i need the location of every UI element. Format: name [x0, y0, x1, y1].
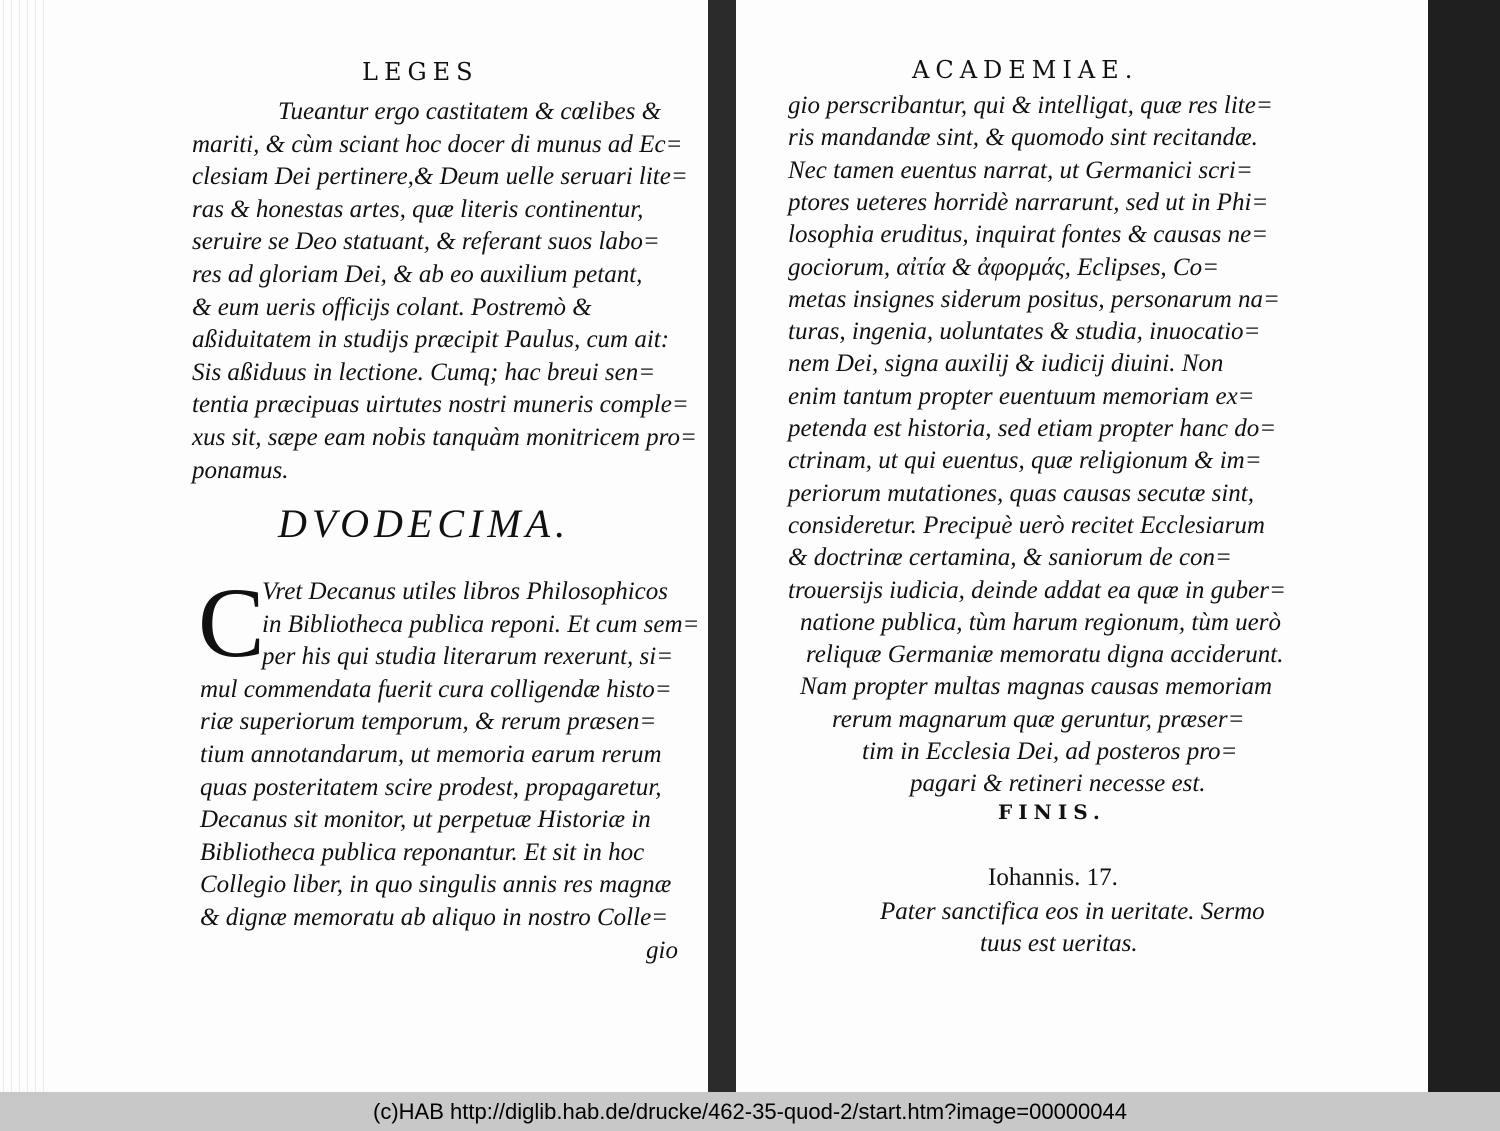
text-line: in Bibliotheca publica reponi. Et cum sem= — [262, 610, 700, 638]
drop-capital: C — [198, 567, 265, 678]
text-line: Vret Decanus utiles libros Philosophicos — [262, 578, 668, 605]
text-line: tim in Ecclesia Dei, ad posteros pro= — [862, 738, 1238, 765]
text-line: consideretur. Precipuè uerò recitet Ecclesiarum — [788, 511, 1265, 539]
text-line: trouersijs iudicia, deinde addat ea quæ in guber= — [788, 576, 1286, 604]
text-line: per his qui studia literarum rexerunt, si= — [262, 643, 674, 671]
text-line: Sis aßiduus in lectione. Cumq; hac breui sen= — [192, 358, 656, 386]
text-line: losophia eruditus, inquirat fontes & causas ne= — [788, 221, 1269, 249]
finis-mark: FINIS. — [998, 800, 1106, 824]
text-line: Collegio liber, in quo singulis annis res magnæ — [200, 871, 672, 899]
text-line: aßiduitatem in studijs præcipit Paulus, cum ait: — [192, 326, 670, 354]
text-line: & doctrinæ certamina, & saniorum de con= — [788, 544, 1232, 572]
text-line: enim tantum propter euentuum memoriam ex= — [788, 382, 1255, 410]
text-line: gio — [646, 936, 678, 964]
text-line: nem Dei, signa auxilij & iudicij diuini. Non — [788, 350, 1224, 378]
scan-background — [1428, 0, 1500, 1092]
text-line: Nam propter multas magnas causas memoriam — [800, 673, 1272, 701]
citation-reference: Iohannis. 17. — [988, 864, 1118, 891]
running-head-left: LEGES — [362, 58, 479, 86]
text-line: Bibliotheca publica reponantur. Et sit in hoc — [200, 838, 645, 866]
text-line: petenda est historia, sed etiam propter hanc do= — [788, 415, 1277, 442]
text-line: res ad gloriam Dei, & ab eo auxilium petant, — [192, 261, 643, 288]
text-line: & dignæ memoratu ab aliquo in nostro Colle= — [200, 904, 669, 931]
book-gutter — [708, 0, 736, 1092]
text-line: turas, ingenia, uoluntates & studia, inuocatio= — [788, 318, 1261, 346]
archive-footer: (c)HAB http://diglib.hab.de/drucke/462-35-quod-2/start.htm?image=00000044 — [0, 1092, 1500, 1131]
text-line: & eum ueris officijs colant. Postremò & — [192, 293, 592, 321]
text-line: ptores ueteres horridè narrarunt, sed ut in Phi= — [788, 188, 1269, 216]
text-line: gociorum, αἰτία & ἀφορμάς, Eclipses, Co= — [788, 253, 1219, 281]
text-line: Tueantur ergo castitatem & cœlibes & — [278, 98, 662, 125]
running-head-right: ACADEMIAE. — [912, 56, 1139, 84]
text-line: ris mandandæ sint, & quomodo sint recitandæ. — [788, 124, 1258, 152]
text-line: metas insignes siderum positus, personarum na= — [788, 285, 1280, 313]
text-line: xus sit, sæpe eam nobis tanquàm monitricem pro= — [192, 424, 697, 451]
text-line: natione publica, tùm harum regionum, tùm uerò — [800, 608, 1281, 636]
text-line: seruire se Deo statuant, & referant suos labo= — [192, 228, 660, 256]
text-line: tentia præcipuas uirtutes nostri muneris comple= — [192, 391, 689, 419]
text-line: pagari & retineri necesse est. — [910, 770, 1206, 798]
text-line: ras & honestas artes, quæ literis continentur, — [192, 195, 644, 223]
text-line: quas posteritatem scire prodest, propagaretur, — [200, 773, 662, 801]
text-line: periorum mutationes, quas causas secutæ sint, — [788, 479, 1254, 507]
text-line: Pater sanctifica eos in ueritate. Sermo — [880, 898, 1265, 925]
page-edge-texture — [0, 0, 50, 1092]
text-line: tium annotandarum, ut memoria earum rerum — [200, 741, 662, 768]
text-line: gio perscribantur, qui & intelligat, quæ res lite= — [788, 92, 1273, 119]
text-line: Nec tamen euentus narrat, ut Germanici scri= — [788, 156, 1253, 184]
text-line: tuus est ueritas. — [980, 930, 1138, 957]
section-heading: DVODECIMA. — [278, 501, 571, 546]
text-line: mariti, & cùm sciant hoc docer di munus ad Ec= — [192, 130, 683, 158]
text-line: ctrinam, ut qui euentus, quæ religionum & im= — [788, 447, 1262, 475]
text-line: ponamus. — [192, 456, 289, 484]
text-line: Decanus sit monitor, ut perpetuæ Historiæ in — [200, 806, 651, 834]
text-line: mul commendata fuerit cura colligendæ histo= — [200, 675, 672, 703]
text-line: clesiam Dei pertinere,& Deum uelle seruari lite= — [192, 163, 688, 191]
text-line: riæ superiorum temporum, & rerum præsen= — [200, 708, 657, 736]
text-line: rerum magnarum quæ geruntur, præser= — [832, 705, 1245, 733]
text-line: reliquæ Germaniæ memoratu digna acciderunt. — [806, 641, 1284, 669]
